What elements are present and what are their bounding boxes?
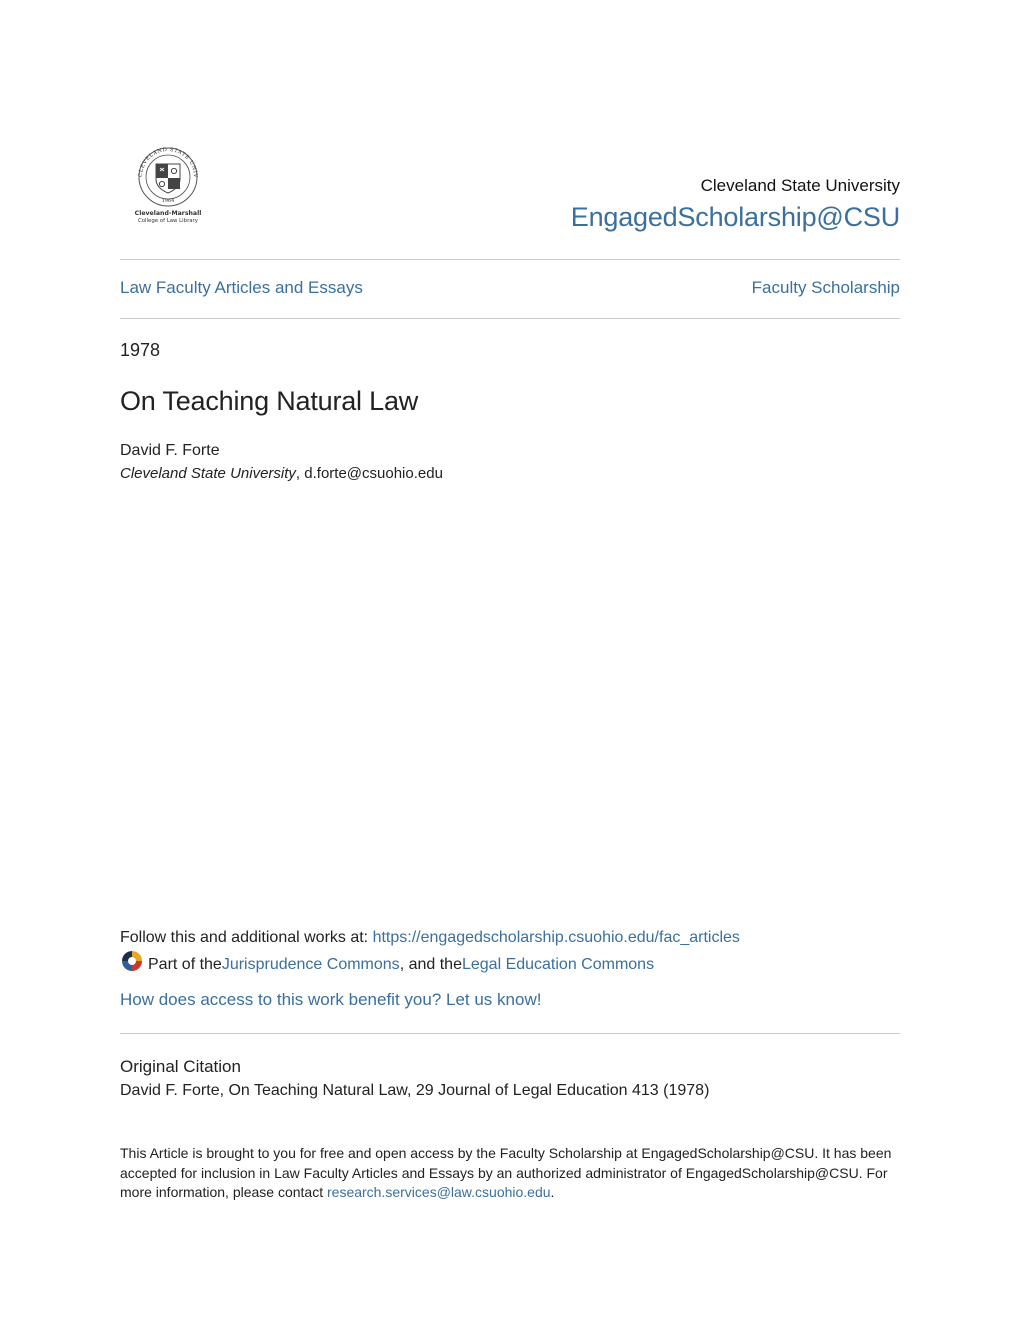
university-seal-icon bbox=[122, 147, 214, 225]
part-of-line bbox=[120, 956, 654, 974]
commons-network-icon bbox=[120, 949, 144, 973]
access-notice-text: This Article is brought to you for free and open access by the Faculty Scholarship at EngagedScholarship@CSU. It has been accepted for inclusion in Law Faculty Articles and Essays by an authorized administrator of EngagedScholarship@CSU. For more information, please contact bbox=[120, 1145, 892, 1200]
logo-line1: Cleveland-Marshall bbox=[134, 210, 202, 217]
university-name: Cleveland State University bbox=[700, 176, 900, 195]
publication-year: 1978 bbox=[120, 340, 161, 360]
divider bbox=[120, 1033, 900, 1034]
author-affiliation bbox=[120, 465, 443, 482]
collection-url-link[interactable]: https://engagedscholarship.csuohio.edu/fac_articles bbox=[372, 929, 740, 946]
collection-link[interactable]: Law Faculty Articles and Essays bbox=[120, 278, 363, 297]
law-library-logo bbox=[122, 147, 214, 225]
follow-label: Follow this and additional works at: bbox=[120, 929, 373, 946]
legal-education-commons-link[interactable]: Legal Education Commons bbox=[461, 956, 655, 973]
divider bbox=[120, 318, 900, 319]
access-notice-end: . bbox=[550, 1184, 555, 1200]
seal-text: CLEVELAND STATE UNIV bbox=[137, 147, 199, 179]
follow-line bbox=[120, 929, 740, 947]
part-of-middle: , and the bbox=[399, 956, 462, 973]
contact-email-link[interactable]: research.services@law.csuohio.edu bbox=[327, 1184, 551, 1200]
seal-year: 1964 bbox=[161, 198, 175, 204]
faculty-scholarship-link[interactable]: Faculty Scholarship bbox=[751, 278, 900, 297]
logo-line2: College of Law Library bbox=[137, 218, 199, 224]
citation-text: David F. Forte, On Teaching Natural Law, 29 Journal of Legal Education 413 (1978) bbox=[120, 1082, 710, 1099]
access-notice bbox=[120, 1144, 900, 1203]
jurisprudence-commons-link[interactable]: Jurisprudence Commons bbox=[221, 956, 400, 973]
affiliation-name: Cleveland State University bbox=[120, 465, 296, 482]
affiliation-separator: , bbox=[295, 465, 305, 482]
part-of-prefix: Part of the bbox=[148, 956, 222, 973]
feedback-link[interactable]: How does access to this work benefit you? Let us know! bbox=[120, 990, 542, 1009]
author-name: David F. Forte bbox=[120, 442, 220, 459]
article-title: On Teaching Natural Law bbox=[120, 386, 419, 416]
author-email: d.forte@csuohio.edu bbox=[304, 465, 443, 482]
divider bbox=[120, 259, 900, 260]
citation-heading: Original Citation bbox=[120, 1057, 241, 1076]
repository-link[interactable]: EngagedScholarship@CSU bbox=[570, 202, 900, 232]
